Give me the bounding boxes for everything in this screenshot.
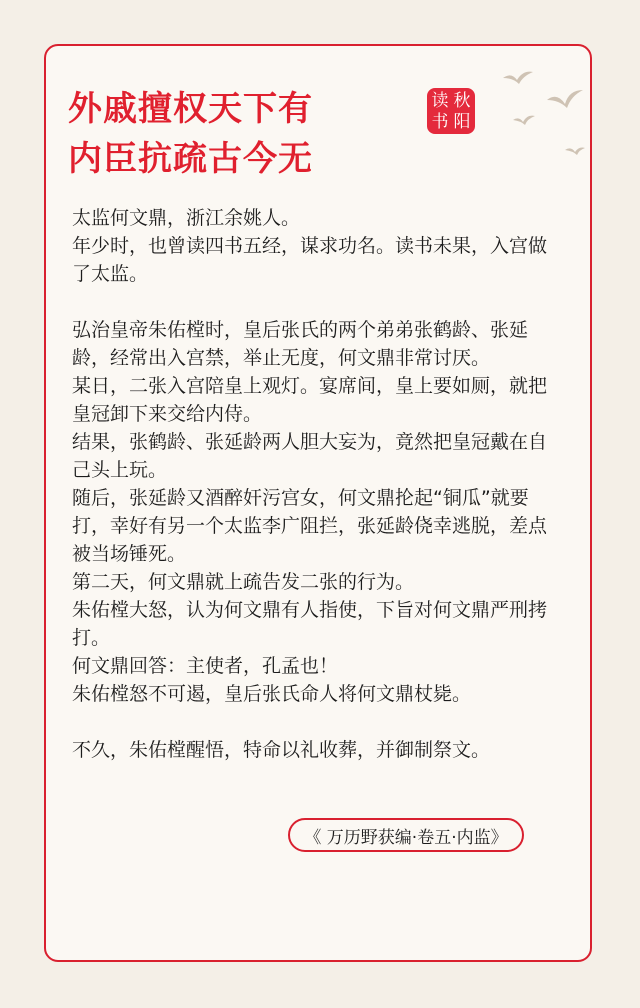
seal-char: 阳 — [453, 111, 471, 132]
paragraph: 第二天，何文鼎就上疏告发二张的行为。 — [72, 571, 415, 593]
birds-decoration-icon — [495, 60, 605, 170]
paragraph: 何文鼎回答：主使者，孔孟也！ — [72, 655, 339, 677]
paragraph: 某日，二张入宫陪皇上观灯。宴席间，皇上要如厕，就把皇冠卸下来交给内侍。 — [72, 375, 548, 425]
title-line-1: 外戚擅权天下有 — [68, 89, 313, 129]
paragraph: 朱佑樘大怒，认为何文鼎有人指使，下旨对何文鼎严刑拷打。 — [72, 599, 548, 649]
source-citation: 《 万历野获编·卷五·内监》 — [288, 818, 524, 852]
article-body — [72, 204, 562, 764]
seal-char: 读 — [431, 90, 449, 111]
paragraph: 随后，张延龄又酒醉奸污宫女，何文鼎抡起“铜瓜”就要打，幸好有另一个太监李广阻拦，张延龄侥幸逃脱，差点被当场锤死。 — [72, 487, 548, 565]
paragraph: 弘治皇帝朱佑樘时，皇后张氏的两个弟弟张鹤龄、张延龄，经常出入宫禁，举止无度，何文鼎非常讨厌。 — [72, 319, 529, 369]
title-line-2: 内臣抗疏古今无 — [68, 139, 313, 179]
paragraph: 年少时，也曾读四书五经，谋求功名。读书未果，入宫做了太监。 — [72, 235, 548, 285]
page-title — [68, 84, 313, 184]
paragraph: 结果，张鹤龄、张延龄两人胆大妄为，竟然把皇冠戴在自己头上玩。 — [72, 431, 548, 481]
seal-char: 书 — [431, 111, 449, 132]
seal-stamp — [427, 88, 475, 134]
seal-char: 秋 — [453, 90, 471, 111]
paragraph: 太监何文鼎，浙江余姚人。 — [72, 207, 301, 229]
paragraph: 朱佑樘怒不可遏，皇后张氏命人将何文鼎杖毙。 — [72, 683, 472, 705]
paragraph: 不久，朱佑樘醒悟，特命以礼收葬，并御制祭文。 — [72, 739, 491, 761]
